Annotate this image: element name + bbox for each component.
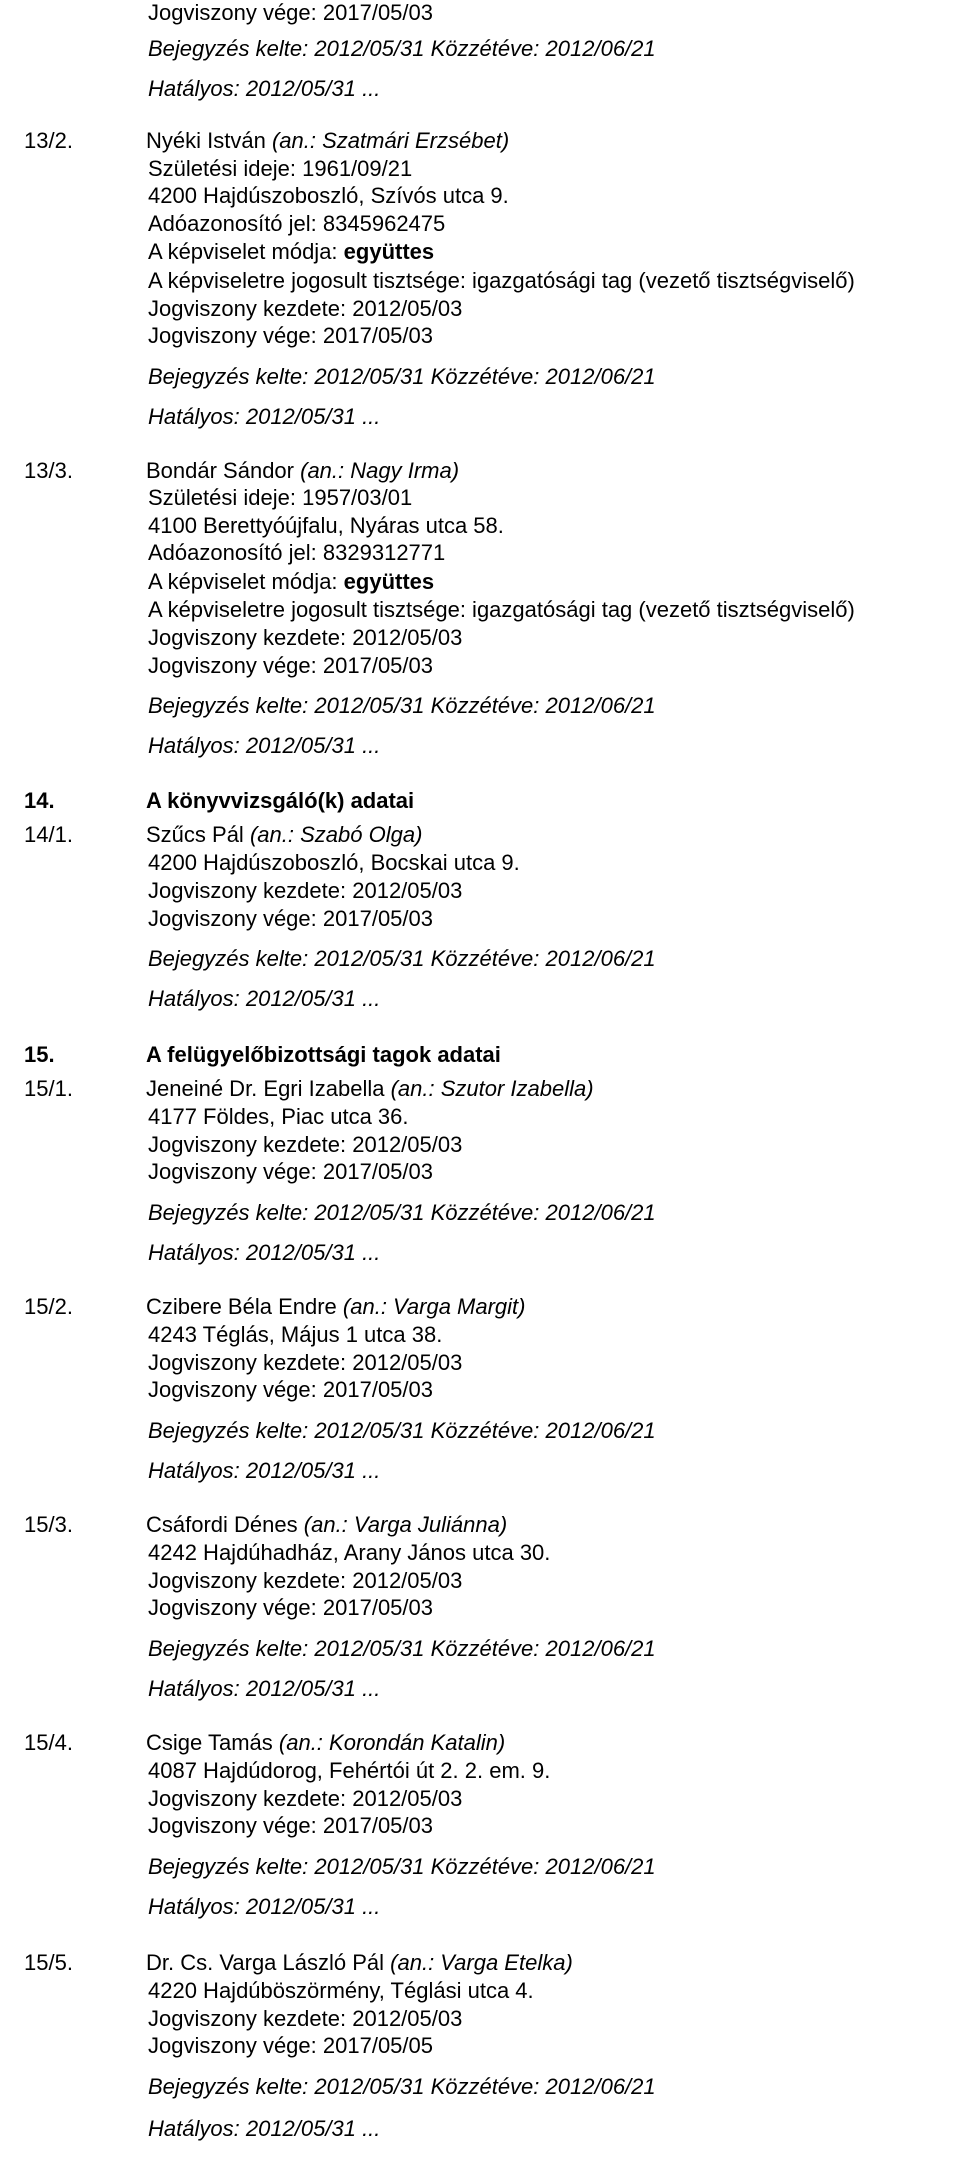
- position-line: A képviseletre jogosult tisztsége: igazgatósági tag (vezető tisztségviselő): [148, 268, 855, 293]
- effective-line: Hatályos: 2012/05/31 ...: [148, 1894, 381, 1919]
- registry-line: Bejegyzés kelte: 2012/05/31 Közzétéve: 2012/06/21: [148, 36, 656, 61]
- registry-line: Bejegyzés kelte: 2012/05/31 Közzétéve: 2012/06/21: [148, 1636, 656, 1661]
- section-title: A felügyelőbizottsági tagok adatai: [146, 1042, 501, 1067]
- address-line: 4243 Téglás, Május 1 utca 38.: [148, 1322, 443, 1347]
- representation-mode-line: A képviselet módja: együttes: [148, 569, 435, 594]
- registry-line: Bejegyzés kelte: 2012/05/31 Közzétéve: 2012/06/21: [148, 693, 656, 718]
- record-end-line: Jogviszony vége: 2017/05/03: [148, 1813, 433, 1838]
- address-line: 4100 Berettyóújfalu, Nyáras utca 58.: [148, 513, 504, 538]
- effective-line: Hatályos: 2012/05/31 ...: [148, 1676, 381, 1701]
- registry-line: Bejegyzés kelte: 2012/05/31 Közzétéve: 2012/06/21: [148, 1418, 656, 1443]
- record-start-line: Jogviszony kezdete: 2012/05/03: [148, 1568, 463, 1593]
- person-name-line: Csige Tamás (an.: Korondán Katalin): [146, 1730, 506, 1755]
- person-name-line: Szűcs Pál (an.: Szabó Olga): [146, 822, 423, 847]
- tax-id-line: Adóazonosító jel: 8345962475: [148, 211, 446, 236]
- person-name-line: Czibere Béla Endre (an.: Varga Margit): [146, 1294, 526, 1319]
- effective-line: Hatályos: 2012/05/31 ...: [148, 986, 381, 1011]
- record-start-line: Jogviszony kezdete: 2012/05/03: [148, 625, 463, 650]
- effective-line: Hatályos: 2012/05/31 ...: [148, 76, 381, 101]
- birth-date-line: Születési ideje: 1957/03/01: [148, 485, 413, 510]
- section-number: 14.: [24, 788, 55, 813]
- entry-number: 15/5.: [24, 1950, 73, 1975]
- effective-line: Hatályos: 2012/05/31 ...: [148, 2116, 381, 2141]
- record-start-line: Jogviszony kezdete: 2012/05/03: [148, 1132, 463, 1157]
- address-line: 4242 Hajdúhadház, Arany János utca 30.: [148, 1540, 551, 1565]
- address-line: 4220 Hajdúböszörmény, Téglási utca 4.: [148, 1978, 534, 2003]
- record-end-line: Jogviszony vége: 2017/05/03: [148, 1377, 433, 1402]
- address-line: 4200 Hajdúszoboszló, Szívós utca 9.: [148, 183, 509, 208]
- record-end-line: Jogviszony vége: 2017/05/03: [148, 906, 433, 931]
- entry-number: 15/3.: [24, 1512, 73, 1537]
- address-line: 4200 Hajdúszoboszló, Bocskai utca 9.: [148, 850, 520, 875]
- entry-number: 14/1.: [24, 822, 73, 847]
- address-line: 4177 Földes, Piac utca 36.: [148, 1104, 409, 1129]
- record-end-line: Jogviszony vége: 2017/05/03: [148, 653, 433, 678]
- birth-date-line: Születési ideje: 1961/09/21: [148, 156, 413, 181]
- address-line: 4087 Hajdúdorog, Fehértói út 2. 2. em. 9.: [148, 1758, 551, 1783]
- registry-line: Bejegyzés kelte: 2012/05/31 Közzétéve: 2012/06/21: [148, 2074, 656, 2099]
- registry-line: Bejegyzés kelte: 2012/05/31 Közzétéve: 2012/06/21: [148, 1200, 656, 1225]
- record-start-line: Jogviszony kezdete: 2012/05/03: [148, 878, 463, 903]
- record-end-line: Jogviszony vége: 2017/05/05: [148, 2033, 433, 2058]
- effective-line: Hatályos: 2012/05/31 ...: [148, 1458, 381, 1483]
- record-end-line: Jogviszony vége: 2017/05/03: [148, 1159, 433, 1184]
- record-end-line: Jogviszony vége: 2017/05/03: [148, 0, 433, 25]
- section-title: A könyvvizsgáló(k) adatai: [146, 788, 415, 813]
- person-name-line: Bondár Sándor (an.: Nagy Irma): [146, 458, 460, 483]
- record-start-line: Jogviszony kezdete: 2012/05/03: [148, 1350, 463, 1375]
- entry-number: 13/3.: [24, 458, 73, 483]
- position-line: A képviseletre jogosult tisztsége: igazgatósági tag (vezető tisztségviselő): [148, 597, 855, 622]
- record-start-line: Jogviszony kezdete: 2012/05/03: [148, 296, 463, 321]
- record-end-line: Jogviszony vége: 2017/05/03: [148, 323, 433, 348]
- person-name-line: Jeneiné Dr. Egri Izabella (an.: Szutor Izabella): [146, 1076, 594, 1101]
- record-end-line: Jogviszony vége: 2017/05/03: [148, 1595, 433, 1620]
- entry-number: 15/2.: [24, 1294, 73, 1319]
- entry-number: 15/4.: [24, 1730, 73, 1755]
- registry-line: Bejegyzés kelte: 2012/05/31 Közzétéve: 2012/06/21: [148, 364, 656, 389]
- entry-number: 15/1.: [24, 1076, 73, 1101]
- record-start-line: Jogviszony kezdete: 2012/05/03: [148, 2006, 463, 2031]
- section-number: 15.: [24, 1042, 55, 1067]
- record-start-line: Jogviszony kezdete: 2012/05/03: [148, 1786, 463, 1811]
- person-name-line: Nyéki István (an.: Szatmári Erzsébet): [146, 128, 510, 153]
- tax-id-line: Adóazonosító jel: 8329312771: [148, 540, 446, 565]
- registry-line: Bejegyzés kelte: 2012/05/31 Közzétéve: 2012/06/21: [148, 1854, 656, 1879]
- effective-line: Hatályos: 2012/05/31 ...: [148, 733, 381, 758]
- entry-number: 13/2.: [24, 128, 73, 153]
- registry-line: Bejegyzés kelte: 2012/05/31 Közzétéve: 2012/06/21: [148, 946, 656, 971]
- effective-line: Hatályos: 2012/05/31 ...: [148, 1240, 381, 1265]
- representation-mode-line: A képviselet módja: együttes: [148, 239, 435, 264]
- person-name-line: Csáfordi Dénes (an.: Varga Juliánna): [146, 1512, 508, 1537]
- effective-line: Hatályos: 2012/05/31 ...: [148, 404, 381, 429]
- person-name-line: Dr. Cs. Varga László Pál (an.: Varga Etelka): [146, 1950, 573, 1975]
